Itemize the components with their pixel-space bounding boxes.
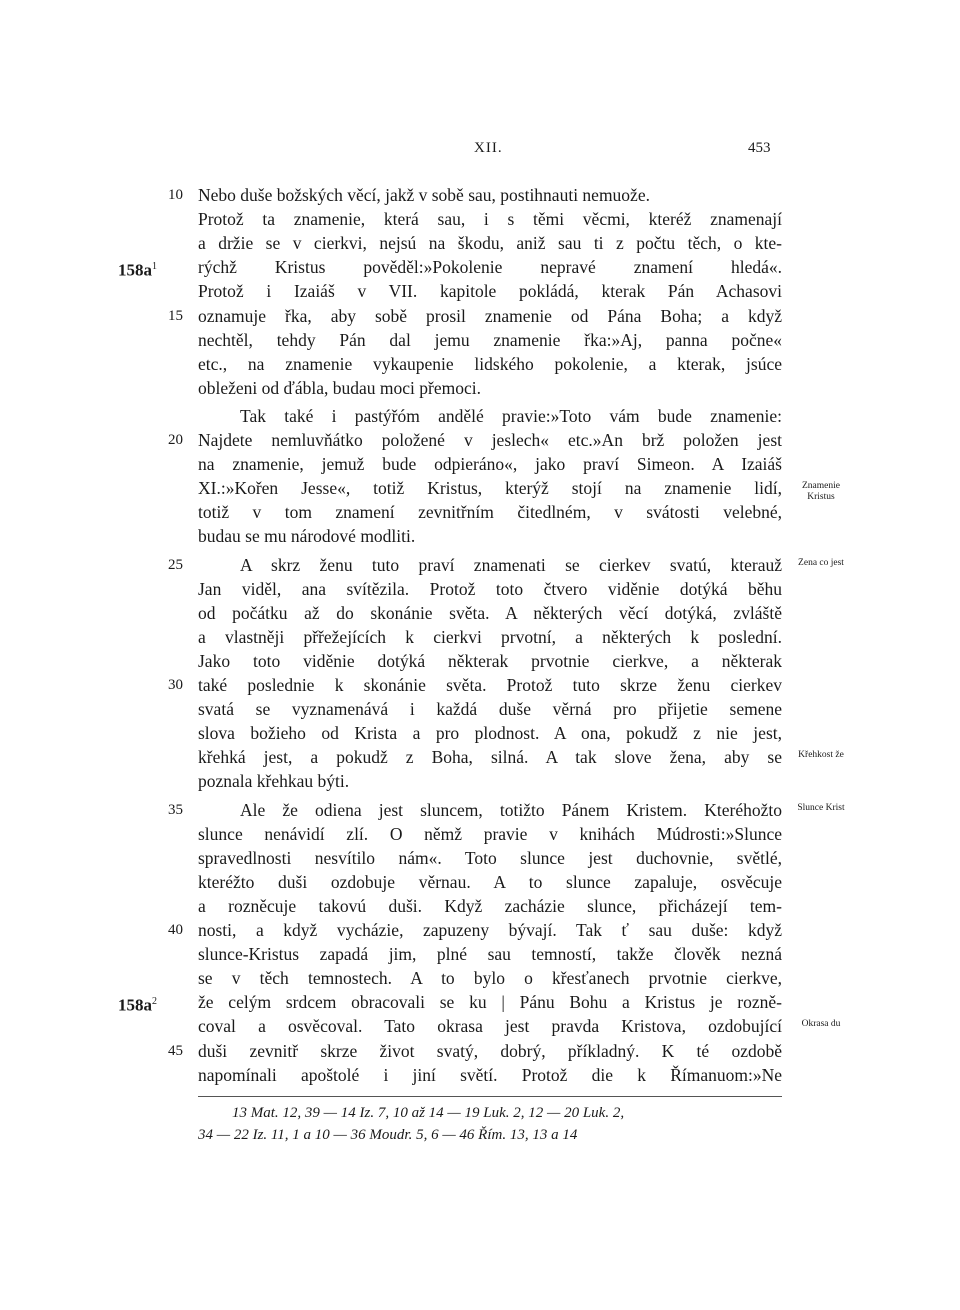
text-line: coval a osvěcoval. Tato okrasa jest pravda Kristova, ozdobující (198, 1016, 782, 1037)
text-line: Protož ta znamenie, která sau, i s těmi věcmi, kteréž znamenají (198, 209, 782, 230)
text-line: napomínali apoštolé i jiní světí. Protož die k Římanuom:»Ne (198, 1064, 782, 1085)
margin-note-text: Okrasa du (801, 1019, 841, 1030)
folio-label: 158a (118, 995, 152, 1015)
text-line: Tak také i pastýřóm andělé pravie:»Toto vám bude znamenie: (240, 405, 782, 426)
text-line: také poslednie k skonánie světa. Protož tuto skrze ženu cierkev (198, 675, 782, 695)
text-line: nosti, a když vycházie, zapuzeny bývají. Tak ť sau duše: když (198, 920, 782, 940)
text-line: Jan viděl, ana svítězila. Protož toto čtvero viděnie dotýká běhu (198, 578, 782, 599)
folio-label: 158a (118, 260, 152, 280)
line-number: 25 (168, 556, 183, 573)
text-line: že celým srdcem obracovali se ku | Pánu Bohu a Kristus je rozně- (198, 992, 782, 1013)
text-line: Jako toto viděnie dotýká některak prvotnie cierkve, a některak (198, 650, 782, 671)
text-line: Nebo duše božských věcí, jakž v sobě sau, postihnauti nemuože. (198, 185, 650, 205)
margin-note-text: Křehkost že (798, 750, 844, 761)
folio-mark (118, 991, 157, 1017)
margin-note (790, 1019, 852, 1030)
text-line: totiž v tom znamení zevnitřním čitedlném, v svátosti velebné, (198, 502, 782, 523)
margin-note (790, 481, 852, 503)
chapter-heading: XII. (474, 140, 503, 156)
folio-superscript: 1 (152, 261, 157, 273)
text-line: a vlastněji přřežejících k cierkvi prvotní, a některých k poslední. (198, 626, 782, 647)
text-line: etc., na znamenie vykaupenie lidského pokolenie, a kterak, jsúce (198, 353, 782, 374)
text-line: Ale že odiena jest sluncem, totižto Pánem Kristem. Kteréhožto (240, 799, 782, 820)
text-line: spravedlnosti nesvítilo nám«. Toto slunce jest duchovnie, světlé, (198, 847, 782, 868)
text-line: obleženi od ďábla, budau moci přemoci. (198, 377, 481, 398)
text-line: oznamuje řka, aby sobě prosil znamenie od Pána Boha; a když (198, 305, 782, 326)
line-number: 40 (168, 922, 183, 938)
text-line: rýchž Kristus pověděl:»Pokolenie nepravé znamení hledá«. (198, 257, 782, 278)
text-line: na znamenie, jemuž bude odpieráno«, jako praví Simeon. A Izaiáš (198, 454, 782, 475)
margin-note-text-continued: Kristus (807, 492, 835, 503)
text-line: se v těch temnostech. A to bylo o křesťanech prvotnie cierkve, (198, 968, 782, 989)
margin-note (790, 558, 852, 569)
text-line: svatá se vyznamenává i každá duše věrná pro přijetie semene (198, 699, 782, 720)
text-line: XI.:»Kořen Jesse«, totiž Kristus, kterýž stojí na znamenie lidí, (198, 478, 782, 499)
text-line: Protož i Izaiáš v VII. kapitole pokládá, kterak Pán Achasovi (198, 281, 782, 302)
text-line: duši zevnitř skrze život svatý, dobrý, příkladný. K té ozdobě (198, 1040, 782, 1061)
text-line: slova božieho od Krista a pro plodnost. A ona, pokudž z nie jest, (198, 723, 782, 744)
text-line: slunce nenávidí zlí. O němž pravie v knihách Múdrosti:»Slunce (198, 823, 782, 844)
folio-mark (118, 256, 157, 282)
text-line: kteréžto duši ozdobuje věrnau. A to slunce zapaluje, osvěcuje (198, 871, 782, 892)
line-number: 20 (168, 432, 183, 448)
margin-note (790, 750, 852, 761)
page-number: 453 (748, 140, 771, 156)
text-line: a rozněcuje takovú duši. Když zacházie slunce, přicházejí tem- (198, 895, 782, 916)
text-line: Najdete nemluvňátko položené v jeslech« etc.»An brž položen jest (198, 430, 782, 450)
line-number: 45 (168, 1042, 183, 1059)
line-number: 15 (168, 307, 183, 324)
text-line: a držie se v cierkvi, nejsú na škodu, aniž sau ti z počtu těch, o kte- (198, 233, 782, 254)
margin-note-text: Slunce Krist (797, 802, 845, 813)
margin-note-text: Žena co jest (798, 557, 844, 568)
line-number: 35 (168, 801, 183, 818)
text-line: slunce-Kristus zapadá jim, plné sau temností, takže člověk nezná (198, 944, 782, 965)
text-line: od počátku až do skonánie světa. A některých věcí dotýká, zvláště (198, 602, 782, 623)
footnote-divider (198, 1096, 782, 1097)
footnote-line: 13 Mat. 12, 39 — 14 Iz. 7, 10 až 14 — 19 Luk. 2, 12 — 20 Luk. 2, (232, 1105, 625, 1121)
text-line: A skrz ženu tuto praví znamenati se cierkev svatú, kterauž (240, 554, 782, 575)
margin-note-text: Znamenie (802, 481, 840, 492)
line-number: 30 (168, 677, 183, 693)
text-line: křehká jest, a pokudž z Boha, silná. A tak slove žena, aby se (198, 747, 782, 768)
text-line: poznala křehkau býti. (198, 771, 350, 792)
text-line: budau se mu národové modliti. (198, 526, 416, 547)
folio-superscript: 2 (152, 996, 157, 1008)
text-line: nechtěl, tehdy Pán dal jemu znamenie řka:»Aj, panna počne« (198, 329, 782, 350)
line-number: 10 (168, 187, 183, 203)
margin-note (790, 803, 852, 814)
footnote-line: 34 — 22 Iz. 11, 1 a 10 — 36 Moudr. 5, 6 — 46 Řím. 13, 13 a 14 (198, 1127, 578, 1143)
